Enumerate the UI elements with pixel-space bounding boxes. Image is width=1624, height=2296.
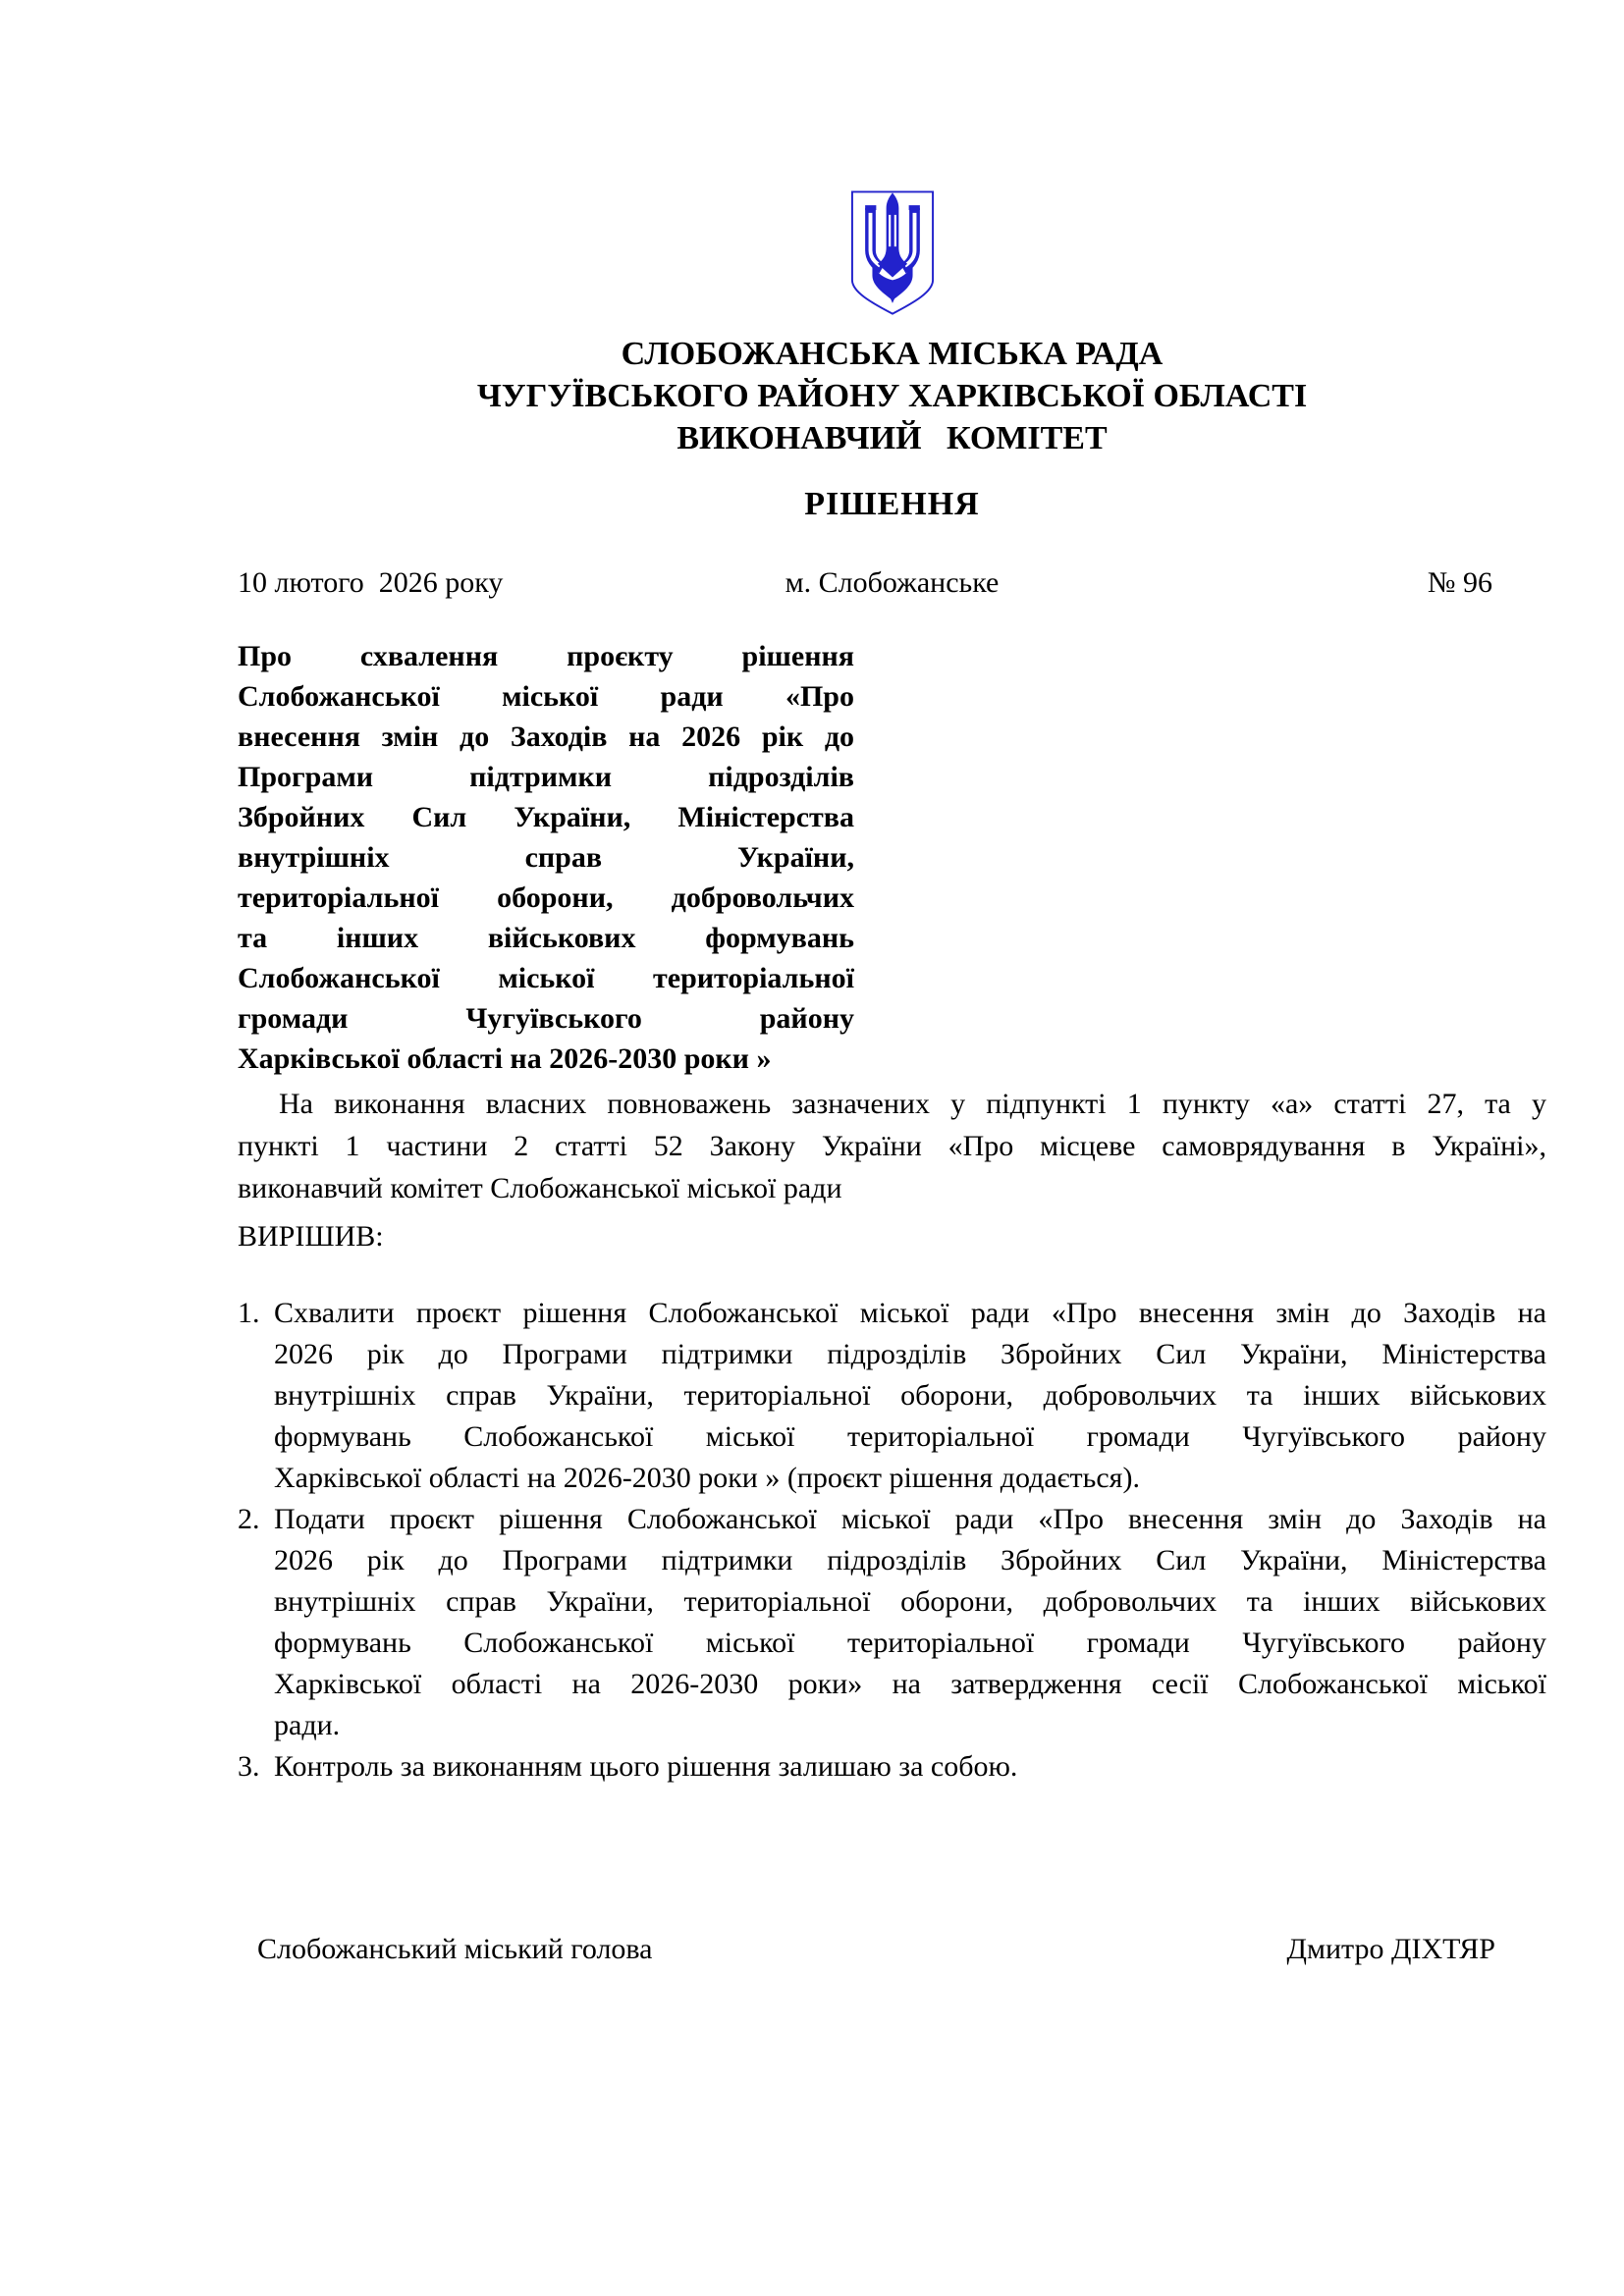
signature-name: Дмитро ДІХТЯР: [1286, 1933, 1495, 1965]
preamble-line: На виконання власних повноважень зазначених у підпункті 1 пункту «а» статті 27, та у: [279, 1088, 1546, 1120]
resolution-word: ВИРІШИВ:: [238, 1220, 384, 1253]
subject-line: та інших військових формувань: [238, 922, 854, 954]
org-name-line2: ЧУГУЇВСЬКОГО РАЙОНУ ХАРКІВСЬКОЇ ОБЛАСТІ: [476, 378, 1308, 414]
item-text: [274, 1293, 1546, 1499]
preamble-line: пункті 1 частини 2 статті 52 Закону України «Про місцеве самоврядування в Україні»,: [238, 1130, 1546, 1162]
decision-items-list: [238, 1293, 1546, 1788]
item-number: 1.: [238, 1297, 260, 1329]
subject-line: Харківської області на 2026-2030 роки »: [238, 1042, 772, 1075]
subject-line: Про схвалення проєкту рішення: [238, 640, 854, 672]
org-name-line1: СЛОБОЖАНСЬКА МІСЬКА РАДА: [621, 336, 1164, 372]
subject-line: громади Чугуївського району: [238, 1002, 854, 1035]
subject-line: Слобожанської міської територіальної: [238, 962, 854, 994]
subject-line: територіальної оборони, добровольчих: [238, 881, 854, 914]
doc-number: № 96: [1427, 566, 1492, 599]
decision-item-1: [238, 1293, 1546, 1499]
signature-position: Слобожанський міський голова: [257, 1933, 653, 1965]
item-text-line: Харківської області на 2026-2030 роки» на затвердження сесії Слобожанської міської: [274, 1668, 1546, 1700]
ukraine-trident-emblem-icon: [849, 188, 936, 318]
item-text-line: формувань Слобожанської міської територіальної громади Чугуївського району: [274, 1627, 1546, 1659]
decision-item-3: [238, 1746, 1546, 1788]
meta-row: [238, 561, 1546, 604]
doc-type-title: РІШЕННЯ: [804, 486, 980, 522]
subject-line: Слобожанської міської ради «Про: [238, 680, 854, 713]
item-text-line: Схвалити проєкт рішення Слобожанської міської ради «Про внесення змін до Заходів на: [274, 1297, 1546, 1329]
doc-date: 10 лютого 2026 року: [238, 566, 504, 599]
item-text-line: Харківської області на 2026-2030 роки » (проєкт рішення додається).: [274, 1462, 1140, 1494]
preamble-line: виконавчий комітет Слобожанської міської ради: [238, 1172, 842, 1204]
item-text-line: внутрішніх справ України, територіальної оборони, добровольчих та інших військових: [274, 1585, 1546, 1618]
item-text: [274, 1499, 1546, 1746]
item-number: 2.: [238, 1503, 260, 1535]
item-text-line: внутрішніх справ України, територіальної оборони, добровольчих та інших військових: [274, 1379, 1546, 1412]
item-text: [274, 1746, 1546, 1788]
preamble-paragraph: [238, 1083, 1546, 1209]
subject-paragraph: [238, 636, 854, 1079]
org-name-line3: ВИКОНАВЧИЙ КОМІТЕТ: [677, 420, 1108, 456]
emblem-container: [238, 0, 1546, 323]
item-text-line: формувань Слобожанської міської територіальної громади Чугуївського району: [274, 1420, 1546, 1453]
item-text-line: 2026 рік до Програми підтримки підрозділів Збройних Сил України, Міністерства: [274, 1338, 1546, 1370]
item-text-line: Контроль за виконанням цього рішення залишаю за собою.: [274, 1750, 1018, 1783]
subject-line: внутрішніх справ України,: [238, 841, 854, 874]
doc-place: м. Слобожанське: [785, 566, 1000, 599]
subject-line: Збройних Сил України, Міністерства: [238, 801, 854, 833]
subject-line: внесення змін до Заходів на 2026 рік до: [238, 721, 854, 753]
signature-row: [238, 1930, 1546, 1969]
subject-line: Програми підтримки підрозділів: [238, 761, 854, 793]
decision-item-2: [238, 1499, 1546, 1746]
item-text-line: ради.: [274, 1709, 341, 1741]
item-number: 3.: [238, 1750, 260, 1783]
item-text-line: Подати проєкт рішення Слобожанської міської ради «Про внесення змін до Заходів на: [274, 1503, 1546, 1535]
org-header: [238, 333, 1546, 459]
item-text-line: 2026 рік до Програми підтримки підрозділів Збройних Сил України, Міністерства: [274, 1544, 1546, 1576]
